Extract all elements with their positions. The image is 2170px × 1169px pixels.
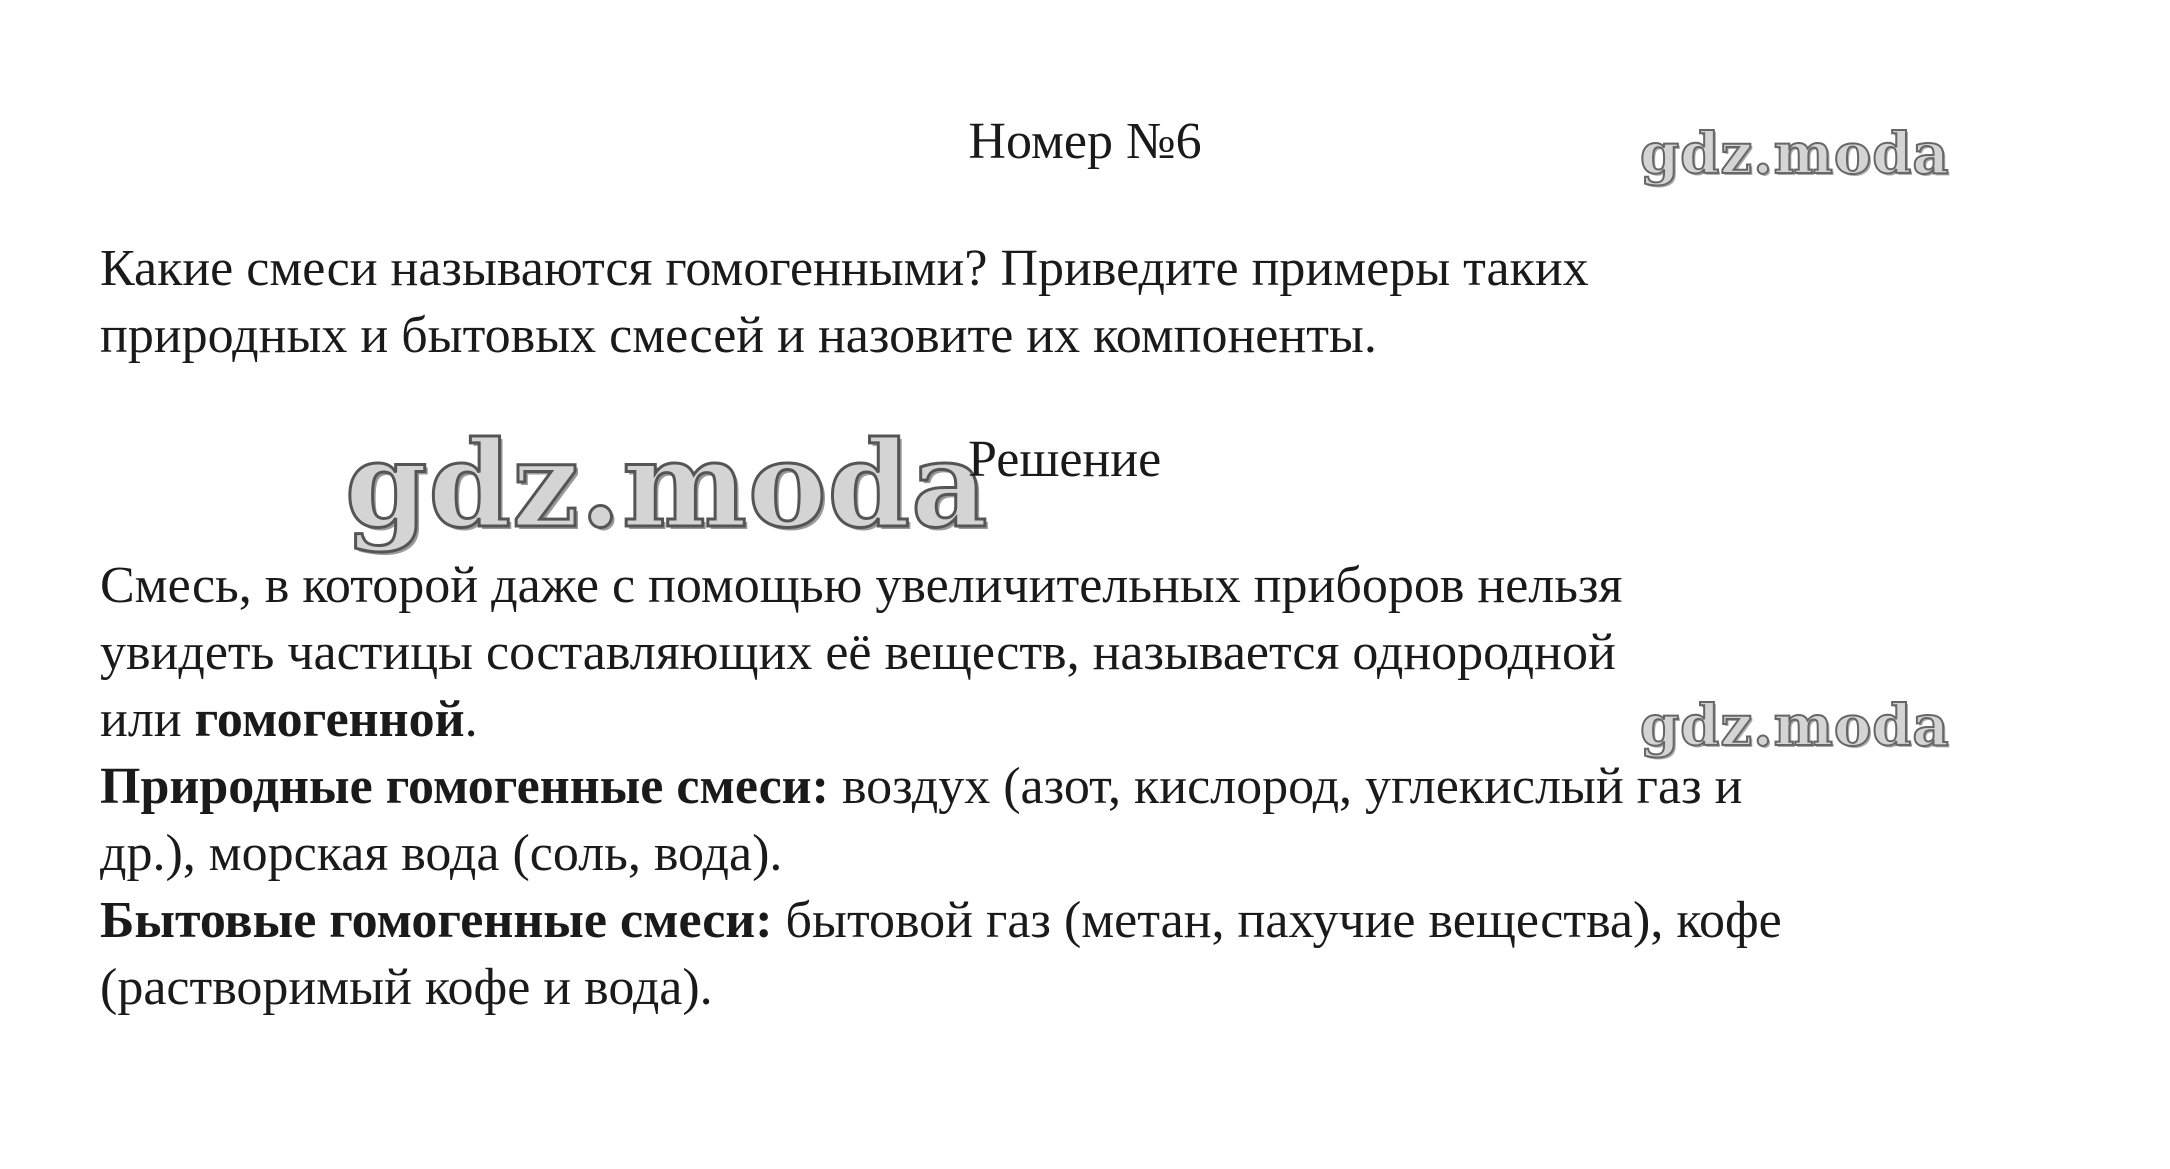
answer-text — [100, 552, 2080, 1021]
watermark-logo-top: gdz.moda — [1640, 121, 1950, 187]
question-line-1: Какие смеси называются гомогенными? Приведите примеры таких — [100, 240, 1589, 297]
natural-mixtures-line-1 — [100, 753, 2080, 820]
answer-line-3-suffix: . — [464, 691, 478, 748]
answer-line-1: Смесь, в которой даже с помощью увеличительных приборов нельзя — [100, 557, 1623, 614]
answer-line-3-prefix: или — [100, 691, 195, 748]
household-mixtures-text-1: бытовой газ (метан, пахучие вещества), кофе — [772, 892, 1782, 949]
term-homogeneous: гомогенной — [194, 691, 465, 748]
natural-mixtures-text-1: воздух (азот, кислород, углекислый газ и — [828, 758, 1743, 815]
household-mixtures-line-2: (растворимый кофе и вода). — [100, 959, 713, 1016]
household-mixtures-line-1 — [100, 887, 2080, 954]
answer-line-2: увидеть частицы составляющих её веществ, называется однородной — [100, 624, 1616, 681]
natural-mixtures-label: Природные гомогенные смеси: — [100, 758, 829, 815]
question-text — [100, 235, 2060, 369]
solution-heading: Решение — [968, 431, 1162, 488]
natural-mixtures-line-2: др.), морская вода (соль, вода). — [100, 825, 783, 882]
household-mixtures-label: Бытовые гомогенные смеси: — [100, 892, 773, 949]
question-line-2: природных и бытовых смесей и назовите их компоненты. — [100, 307, 1377, 364]
page-title: Номер №6 — [968, 113, 1202, 170]
watermark-logo-large: gdz.moda — [345, 415, 989, 554]
watermark-logo-middle: gdz.moda — [1640, 693, 1950, 759]
